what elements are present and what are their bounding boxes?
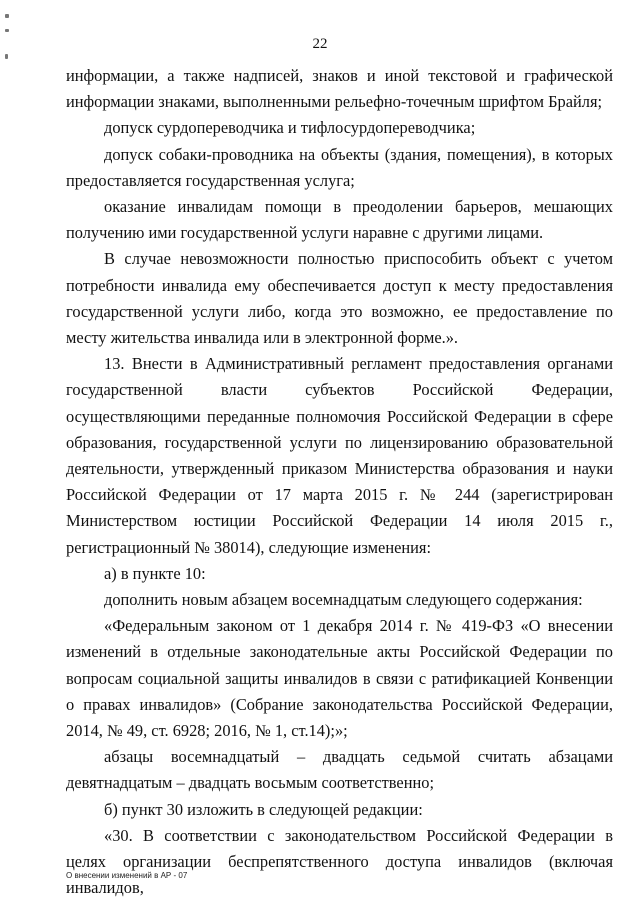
paragraph: информации, а также надписей, знаков и иной текстовой и графической информации знаками, выполненными рельефно-точечным шрифтом Брайля; xyxy=(66,66,613,112)
body-text xyxy=(66,63,613,902)
paragraph: 13. Внести в Административный регламент предоставления органами государственной власти субъектов Российской Федерации, осуществляющими переданные полномочия Российской Федерации в сфере образования, государственной услуги по лицензированию образовательной деятельности, утвержденный приказом Министерства образования и науки Российской Федерации от 17 марта 2015 г. № 244 (зарегистрирован Министерством юстиции Российской Федерации 14 июля 2015 г., регистрационный № 38014), следующие изменения: xyxy=(66,354,613,557)
paragraph: оказание инвалидам помощи в преодолении барьеров, мешающих получению ими государственной услуги наравне с другими лицами. xyxy=(66,197,613,243)
footer-note: О внесении изменений в АР - 07 xyxy=(66,871,188,880)
paragraph: «Федеральным законом от 1 декабря 2014 г. № 419-ФЗ «О внесении изменений в отдельные законодательные акты Российской Федерации по вопросам социальной защиты инвалидов в связи с ратификацией Конвенции о правах инвалидов» (Собрание законодательства Российской Федерации, 2014, № 49, ст. 6928; 2016, № 1, ст.14);»; xyxy=(66,616,613,741)
paragraph: а) в пункте 10: xyxy=(104,563,206,583)
page-number: 22 xyxy=(312,36,328,52)
margin-mark xyxy=(5,54,8,59)
paragraph: допуск собаки-проводника на объекты (здания, помещения), в которых предоставляется государственная услуга; xyxy=(66,144,613,190)
paragraph: допуск сурдопереводчика и тифлосурдопереводчика; xyxy=(104,118,476,138)
margin-mark xyxy=(5,14,9,18)
paragraph: абзацы восемнадцатый – двадцать седьмой считать абзацами девятнадцатым – двадцать восьмым соответственно; xyxy=(66,747,613,793)
margin-mark xyxy=(5,29,9,32)
paragraph: В случае невозможности полностью приспособить объект с учетом потребности инвалида ему обеспечивается доступ к месту предоставления государственной услуги либо, когда это возможно, ее предоставление по месту жительства инвалида или в электронной форме.». xyxy=(66,249,613,348)
paragraph: б) пункт 30 изложить в следующей редакции: xyxy=(104,799,423,819)
paragraph: «30. В соответствии с законодательством Российской Федерации в целях организации беспрепятственного доступа инвалидов (включая инвалидов, xyxy=(66,825,613,898)
paragraph: дополнить новым абзацем восемнадцатым следующего содержания: xyxy=(104,590,583,610)
